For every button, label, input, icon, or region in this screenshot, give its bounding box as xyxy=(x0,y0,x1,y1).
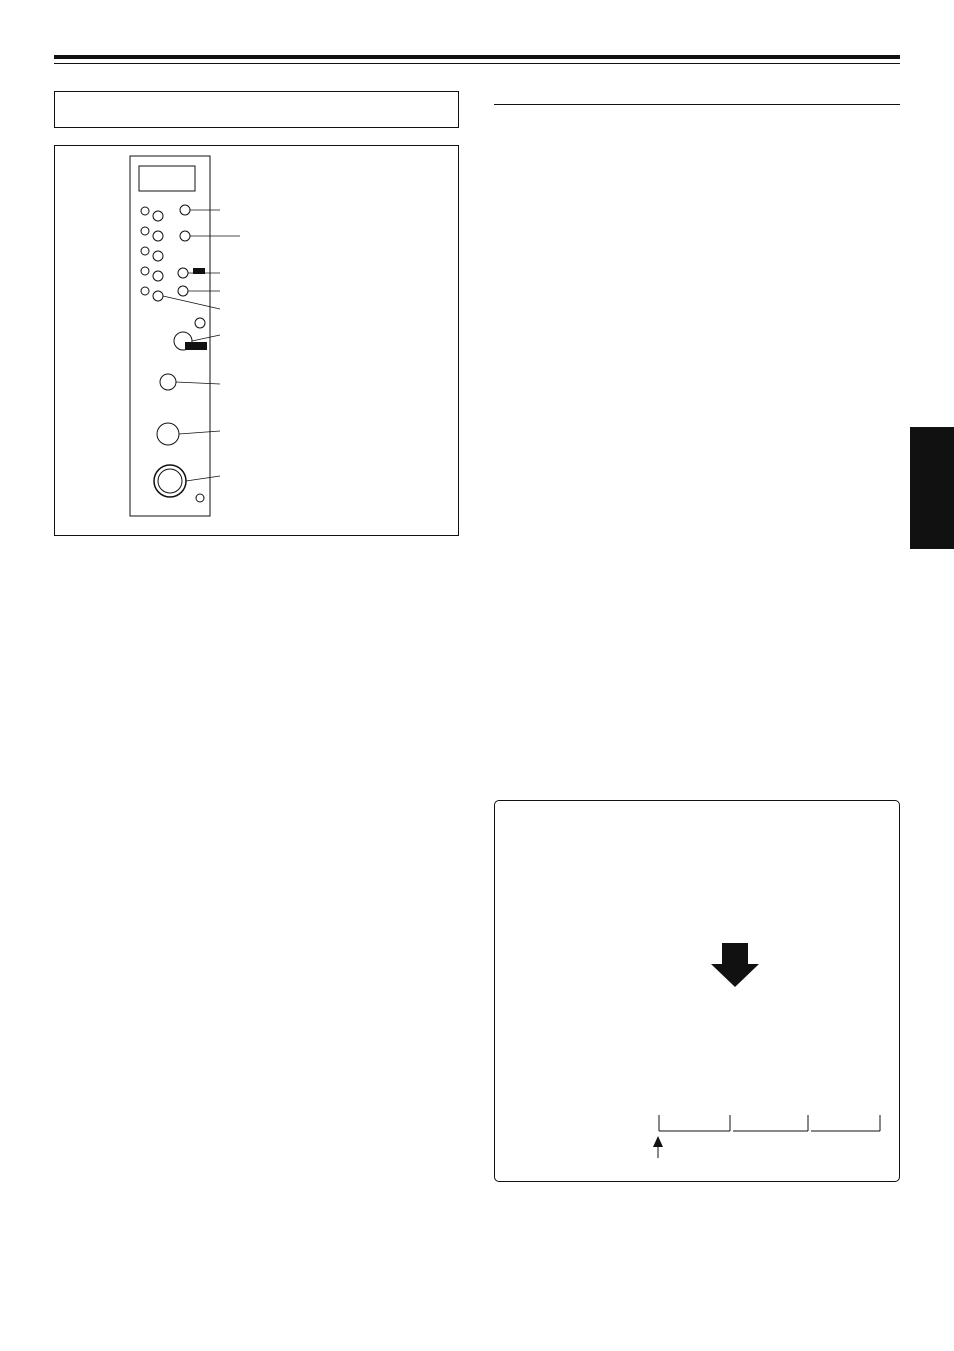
right-column xyxy=(494,90,900,105)
beat-button-2 xyxy=(153,231,163,241)
level-depth-knob xyxy=(157,423,179,445)
left-column xyxy=(54,547,459,550)
on-off-button-outer xyxy=(154,465,186,497)
on-off-button-inner xyxy=(158,469,182,493)
beat-bank-4 xyxy=(141,267,149,275)
panel-figure xyxy=(54,145,459,536)
inloop-marker xyxy=(185,342,207,350)
header-rule-thick xyxy=(54,55,900,59)
pitch-plus-button xyxy=(178,286,188,296)
section-divider xyxy=(494,104,900,105)
up-arrow xyxy=(653,1136,663,1147)
beat-bank-5 xyxy=(141,287,149,295)
page-title-box xyxy=(54,91,459,128)
ch-select-knob xyxy=(160,374,176,390)
repeat-brackets xyxy=(659,1115,880,1131)
screw-bottom xyxy=(196,494,204,502)
screw-top xyxy=(195,318,205,328)
bpm-display xyxy=(139,166,195,191)
tap-button xyxy=(180,231,190,241)
beat-diagram xyxy=(494,860,900,1170)
beat-button-3 xyxy=(153,251,163,261)
auto-button xyxy=(180,205,190,215)
beat-button-1 xyxy=(153,211,163,221)
header-rule-thin xyxy=(54,63,900,64)
beat-bank-1 xyxy=(141,207,149,215)
beat-bank-2 xyxy=(141,227,149,235)
beat-button-4 xyxy=(153,271,163,281)
beat-button-5 xyxy=(153,291,163,301)
down-arrow xyxy=(711,943,759,987)
pitch-minus-button xyxy=(178,268,188,278)
panel-illustration xyxy=(55,146,460,537)
language-side-tab xyxy=(910,427,954,549)
beat-bank-3 xyxy=(141,247,149,255)
